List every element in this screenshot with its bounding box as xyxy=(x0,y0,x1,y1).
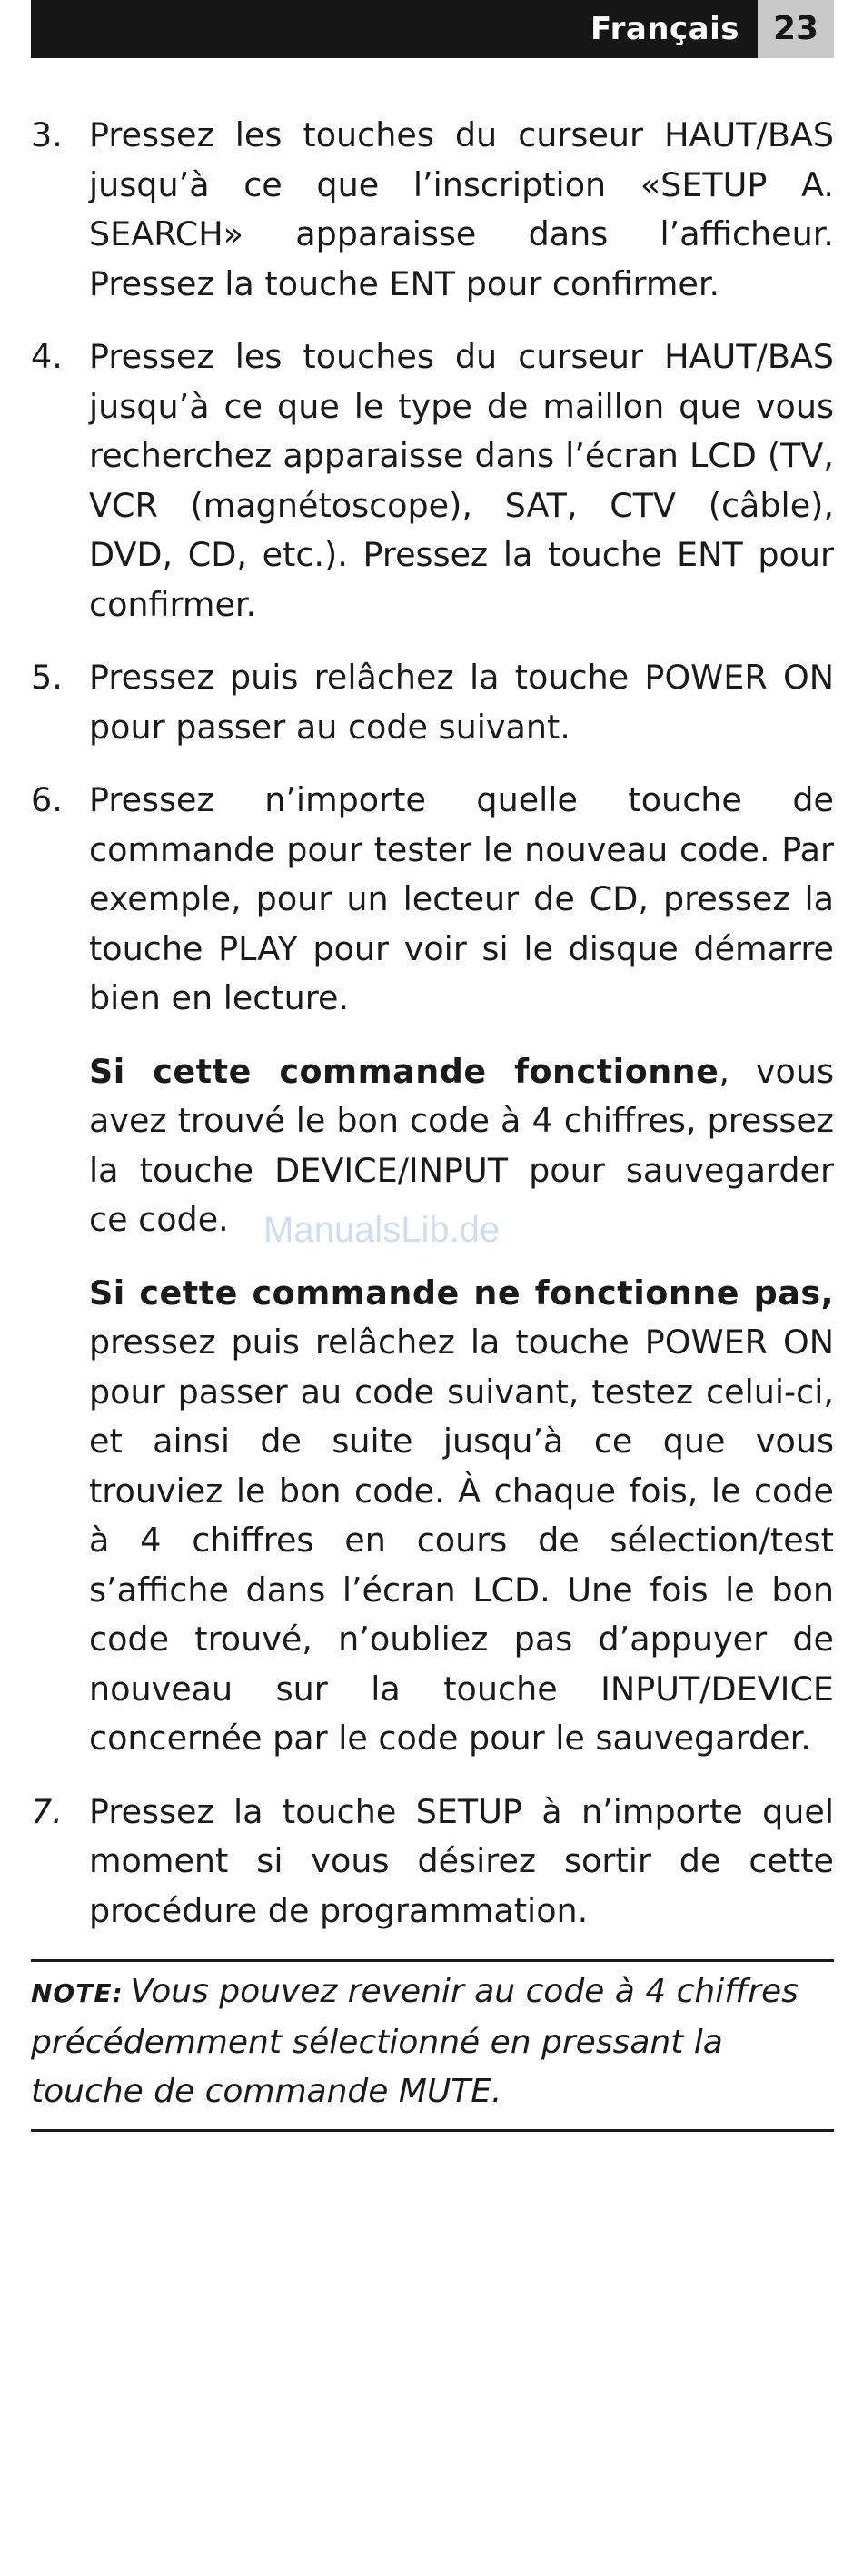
watermark: ManualsLib.de xyxy=(263,1210,501,1250)
step-number: 6. xyxy=(31,780,63,819)
step-number: 5. xyxy=(31,658,63,697)
step-text: Pressez n’importe quelle touche de commande pour tester le nouveau code. Par exemple, pour un lecteur de CD, pressez la touche PLAY pour voir si le disque démarre bien en lecture. xyxy=(89,780,834,1017)
step-number: 3. xyxy=(31,115,63,154)
step-text: Pressez les touches du curseur HAUT/BAS jusqu’à ce que l’inscription «SETUP A. SEARCH» apparaisse dans l’afficheur. Pressez la touche ENT pour confirmer. xyxy=(89,115,834,303)
bold-lead: Si cette commande ne fonctionne pas, xyxy=(89,1273,834,1313)
note-box xyxy=(31,1959,834,2132)
paragraph-command-fails xyxy=(89,1269,834,1764)
instructions-body xyxy=(31,111,834,2132)
step-text: Pressez la touche SETUP à n’importe quel moment si vous désirez sortir de cette procédure de programmation. xyxy=(89,1791,834,1930)
step-number: 4. xyxy=(31,337,63,376)
bold-lead: Si cette commande fonctionne xyxy=(89,1051,719,1091)
note-text: Vous pouvez revenir au code à 4 chiffres précédemment sélectionné en pressant la touche de commande MUTE. xyxy=(31,1973,799,2110)
step-number: 7. xyxy=(31,1791,63,1831)
step-7 xyxy=(31,1788,834,1937)
step-6 xyxy=(31,776,834,1024)
note-label: NOTE: xyxy=(31,1978,124,2008)
step-text: Pressez les touches du curseur HAUT/BAS jusqu’à ce que le type de maillon que vous recherchez apparaisse dans l’écran LCD (TV, VCR (magnétoscope), SAT, CTV (câble), DVD, CD, etc.). Pressez la touche ENT pour confirmer. xyxy=(89,337,834,624)
step-text: Pressez puis relâchez la touche POWER ON pour passer au code suivant. xyxy=(89,658,834,747)
step-3 xyxy=(31,111,834,309)
step-4 xyxy=(31,332,834,629)
header-language: Français xyxy=(590,11,739,47)
paragraph-text: pressez puis relâchez la touche POWER ON pour passer au code suivant, testez celui-ci, et ainsi de suite jusqu’à ce que vous trouviez le bon code. À chaque fois, le code à 4 chiffres en cours de sélection/test s’affiche dans l’écran LCD. Une fois le bon code trouvé, n’oubliez pas d’appuyer de nouveau sur la touche INPUT/DEVICE concernée par le code pour le sauvegarder. xyxy=(89,1323,834,1758)
paragraph-command-works xyxy=(89,1047,834,1245)
paragraph-text: , vous avez trouvé le bon code à 4 chiffres, pressez la touche DEVICE/INPUT pour sauvegarder ce code. xyxy=(89,1051,834,1239)
page-number: 23 xyxy=(758,0,834,58)
step-5 xyxy=(31,653,834,752)
page-header xyxy=(31,0,834,58)
